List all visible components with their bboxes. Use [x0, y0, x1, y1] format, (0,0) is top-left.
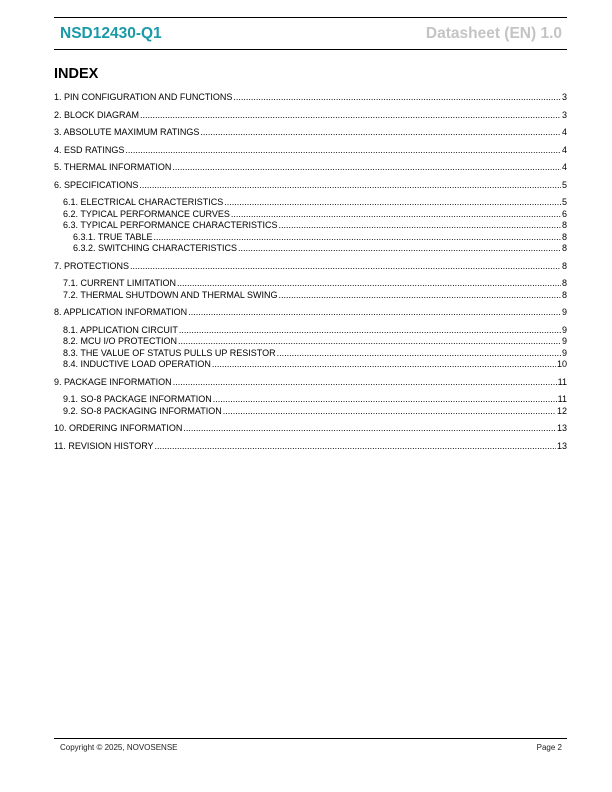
toc-leader-dots	[139, 180, 561, 191]
toc-leader-dots	[179, 325, 561, 336]
toc-entry-page: 3	[561, 110, 567, 120]
toc-leader-dots	[188, 307, 561, 318]
toc-leader-dots	[140, 110, 561, 121]
toc-entry-label: 8. APPLICATION INFORMATION	[54, 307, 188, 317]
toc-entry[interactable]	[54, 127, 567, 138]
document-version: Datasheet (EN) 1.0	[425, 25, 562, 42]
toc-entry-page: 11	[557, 377, 567, 387]
toc-entry[interactable]	[54, 377, 567, 388]
toc-entry[interactable]	[63, 209, 567, 220]
toc-entry[interactable]	[63, 197, 567, 208]
toc-leader-dots	[223, 406, 556, 417]
toc-entry[interactable]	[54, 441, 567, 452]
toc-leader-dots	[231, 209, 561, 220]
toc-leader-dots	[125, 145, 561, 156]
toc-entry-label: 7.1. CURRENT LIMITATION	[63, 278, 177, 288]
toc-entry[interactable]	[54, 162, 567, 173]
toc-leader-dots	[277, 348, 561, 359]
toc-entry-page: 9	[561, 307, 567, 317]
toc-entry-page: 5	[561, 197, 567, 207]
toc-entry[interactable]	[63, 336, 567, 347]
toc-entry-page: 8	[561, 220, 567, 230]
toc-entry[interactable]	[63, 325, 567, 336]
toc-leader-dots	[200, 127, 561, 138]
toc-entry-label: 5. THERMAL INFORMATION	[54, 162, 172, 172]
toc-entry-page: 10	[556, 359, 567, 369]
toc-entry[interactable]	[73, 232, 567, 243]
toc-leader-dots	[173, 377, 557, 388]
footer-page-number: Page 2	[536, 743, 562, 752]
toc-entry-label: 2. BLOCK DIAGRAM	[54, 110, 140, 120]
toc-entry-label: 7. PROTECTIONS	[54, 261, 130, 271]
toc-entry-page: 3	[561, 92, 567, 102]
toc-entry-label: 8.1. APPLICATION CIRCUIT	[63, 325, 178, 335]
toc-entry[interactable]	[54, 423, 567, 434]
toc-leader-dots	[172, 162, 561, 173]
toc-entry-label: 7.2. THERMAL SHUTDOWN AND THERMAL SWING	[63, 290, 278, 300]
toc-entry[interactable]	[63, 406, 567, 417]
toc-entry-label: 9.1. SO-8 PACKAGE INFORMATION	[63, 394, 212, 404]
product-title: NSD12430-Q1	[60, 25, 162, 42]
toc-entry-label: 8.2. MCU I/O PROTECTION	[63, 336, 178, 346]
toc-entry[interactable]	[63, 348, 567, 359]
toc-entry-page: 8	[561, 261, 567, 271]
toc-entry-label: 11. REVISION HISTORY	[54, 441, 154, 451]
toc-entry-page: 5	[561, 180, 567, 190]
toc-entry-page: 12	[556, 406, 567, 416]
toc-entry[interactable]	[63, 220, 567, 231]
toc-entry-page: 9	[561, 348, 567, 358]
toc-leader-dots	[155, 441, 556, 452]
toc-entry-label: 6.2. TYPICAL PERFORMANCE CURVES	[63, 209, 230, 219]
toc-entry-page: 4	[561, 162, 567, 172]
toc-entry-label: 6.3. TYPICAL PERFORMANCE CHARACTERISTICS	[63, 220, 278, 230]
toc-leader-dots	[212, 359, 556, 370]
toc-leader-dots	[233, 92, 561, 103]
toc-entry-label: 6.1. ELECTRICAL CHARACTERISTICS	[63, 197, 224, 207]
footer-copyright: Copyright © 2025, NOVOSENSE	[60, 743, 178, 752]
toc-entry[interactable]	[63, 394, 567, 405]
toc-leader-dots	[154, 232, 561, 243]
toc-entry[interactable]	[54, 180, 567, 191]
toc-entry-page: 11	[557, 394, 567, 404]
toc-entry-label: 6. SPECIFICATIONS	[54, 180, 139, 190]
toc-entry-label: 1. PIN CONFIGURATION AND FUNCTIONS	[54, 92, 233, 102]
toc-entry-page: 9	[561, 336, 567, 346]
toc-leader-dots	[183, 423, 556, 434]
toc-entry-page: 9	[561, 325, 567, 335]
toc-entry-label: 6.3.1. TRUE TABLE	[73, 232, 153, 242]
footer-rule	[54, 738, 567, 739]
toc-entry-label: 10. ORDERING INFORMATION	[54, 423, 183, 433]
toc-entry[interactable]	[63, 290, 567, 301]
toc-leader-dots	[238, 243, 561, 254]
toc-entry[interactable]	[63, 278, 567, 289]
header-top-rule	[54, 17, 567, 18]
toc-entry-page: 4	[561, 127, 567, 137]
toc-entry-page: 8	[561, 290, 567, 300]
toc-entry-label: 6.3.2. SWITCHING CHARACTERISTICS	[73, 243, 238, 253]
toc-leader-dots	[178, 336, 561, 347]
toc-entry-label: 8.3. THE VALUE OF STATUS PULLS UP RESISTOR	[63, 348, 276, 358]
toc-leader-dots	[279, 220, 561, 231]
toc-entry-page: 8	[561, 243, 567, 253]
toc-entry-page: 6	[561, 209, 567, 219]
toc-entry-page: 13	[556, 423, 567, 433]
toc-entry[interactable]	[54, 307, 567, 318]
toc-entry-page: 13	[556, 441, 567, 451]
toc-leader-dots	[177, 278, 561, 289]
toc-entry-label: 9. PACKAGE INFORMATION	[54, 377, 172, 387]
toc-entry-page: 8	[561, 232, 567, 242]
toc-entry-page: 4	[561, 145, 567, 155]
toc-entry-label: 8.4. INDUCTIVE LOAD OPERATION	[63, 359, 211, 369]
toc-leader-dots	[130, 261, 561, 272]
toc-entry[interactable]	[54, 110, 567, 121]
toc-entry-label: 4. ESD RATINGS	[54, 145, 125, 155]
toc-entry-page: 8	[561, 278, 567, 288]
toc-entry[interactable]	[54, 261, 567, 272]
toc-leader-dots	[224, 197, 561, 208]
toc-entry-label: 3. ABSOLUTE MAXIMUM RATINGS	[54, 127, 200, 137]
toc-entry-label: 9.2. SO-8 PACKAGING INFORMATION	[63, 406, 222, 416]
toc-entry[interactable]	[63, 359, 567, 370]
index-heading: INDEX	[54, 66, 99, 82]
toc-leader-dots	[213, 394, 557, 405]
toc-entry[interactable]	[54, 92, 567, 103]
header-bottom-rule	[54, 49, 567, 50]
toc-entry[interactable]	[73, 243, 567, 254]
toc-entry[interactable]	[54, 145, 567, 156]
toc-leader-dots	[279, 290, 561, 301]
